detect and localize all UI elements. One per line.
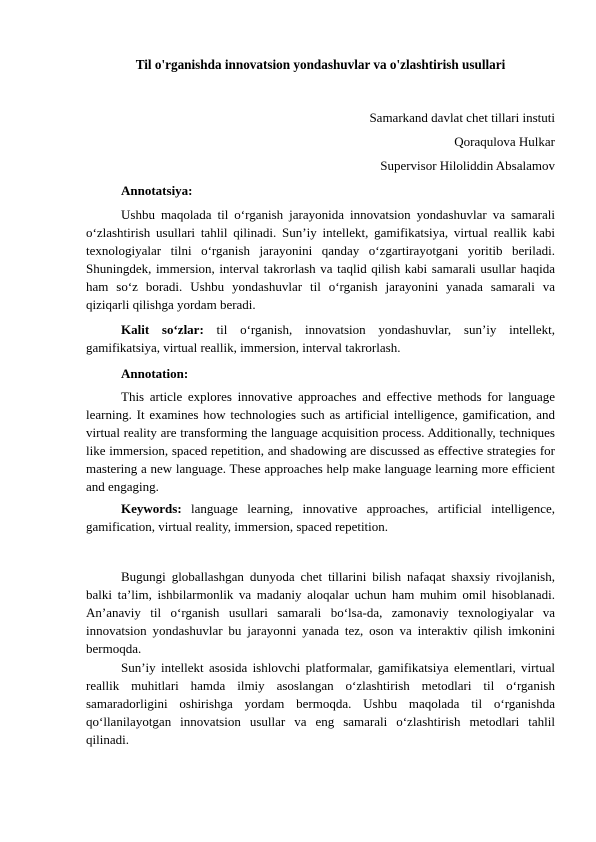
kalit-sozlar — [86, 321, 555, 357]
supervisor: Supervisor Hiloliddin Absalamov — [380, 158, 555, 173]
keywords — [86, 500, 555, 536]
body-paragraph-2: Sun’iy intellekt asosida ishlovchi platformalar, gamifikatsiya elementlari, virtual reallik muhitlari hamda ilmiy asoslangan o‘zlashtirish metodlari til o‘rganish samaradorligini oshirishga yordam bermoqda. Ushbu maqolada til o‘rganishda qo‘llanilayotgan innovatsion usullar va eng samarali o‘zlashtirish metodlari tahlil qilinadi. — [86, 660, 555, 747]
annotation-heading: Annotation: — [121, 366, 189, 381]
keywords-text: language learning, innovative approaches, artificial intelligence, gamification, virtual reality, immersion, spaced repetition. — [86, 501, 555, 534]
author: Qoraqulova Hulkar — [454, 134, 555, 149]
keywords-label: Keywords: — [121, 501, 182, 516]
article-title: Til o'rganishda innovatsion yondashuvlar va o'zlashtirish usullari — [135, 57, 506, 72]
kalit-sozlar-label: Kalit so‘zlar: — [121, 322, 204, 337]
annotatsiya-heading: Annotatsiya: — [121, 183, 193, 198]
institution: Samarkand davlat chet tillari instuti — [369, 110, 555, 125]
body-paragraph-1: Bugungi globallashgan dunyoda chet tillarini bilish nafaqat shaxsiy rivojlanish, balki ta’lim, ishbilarmonlik va madaniy aloqalar uchun ham muhim omil hisoblanadi. An’anaviy til o‘rganish usullari samarali bo‘lsa-da, zamonaviy texnologiyalar va innovatsion yondashuvlar bu jarayonni yanada tez, oson va interaktiv qilish imkonini bermoqda. — [86, 569, 555, 656]
kalit-sozlar-text: til o‘rganish, innovatsion yondashuvlar, sun’iy intellekt, gamifikatsiya, virtual reallik, immersion, interval takrorlash. — [86, 322, 555, 355]
annotatsiya-text: Ushbu maqolada til o‘rganish jarayonida innovatsion yondashuvlar va samarali o‘zlashtirish usullari tahlil qilinadi. Sun’iy intellekt, gamifikatsiya, virtual reallik kabi texnologiyalar tilni o‘rganish jarayonini qanday o‘zgartirayotgani yoritib beriladi. Shuningdek, immersion, interval takrorlash va taqlid qilish kabi samarali usullar haqida ham so‘z boradi. Ushbu yondashuvlar til o‘rganish jarayonini yanada samarali va qiziqarli qilishga yordam beradi. — [86, 207, 555, 312]
annotation-text: This article explores innovative approaches and effective methods for language learning. It examines how technologies such as artificial intelligence, gamification, and virtual reality are transforming the language acquisition process. Additionally, techniques like immersion, spaced repetition, and shadowing are discussed as effective strategies for mastering a new language. These approaches help make language learning more efficient and engaging. — [86, 389, 555, 494]
